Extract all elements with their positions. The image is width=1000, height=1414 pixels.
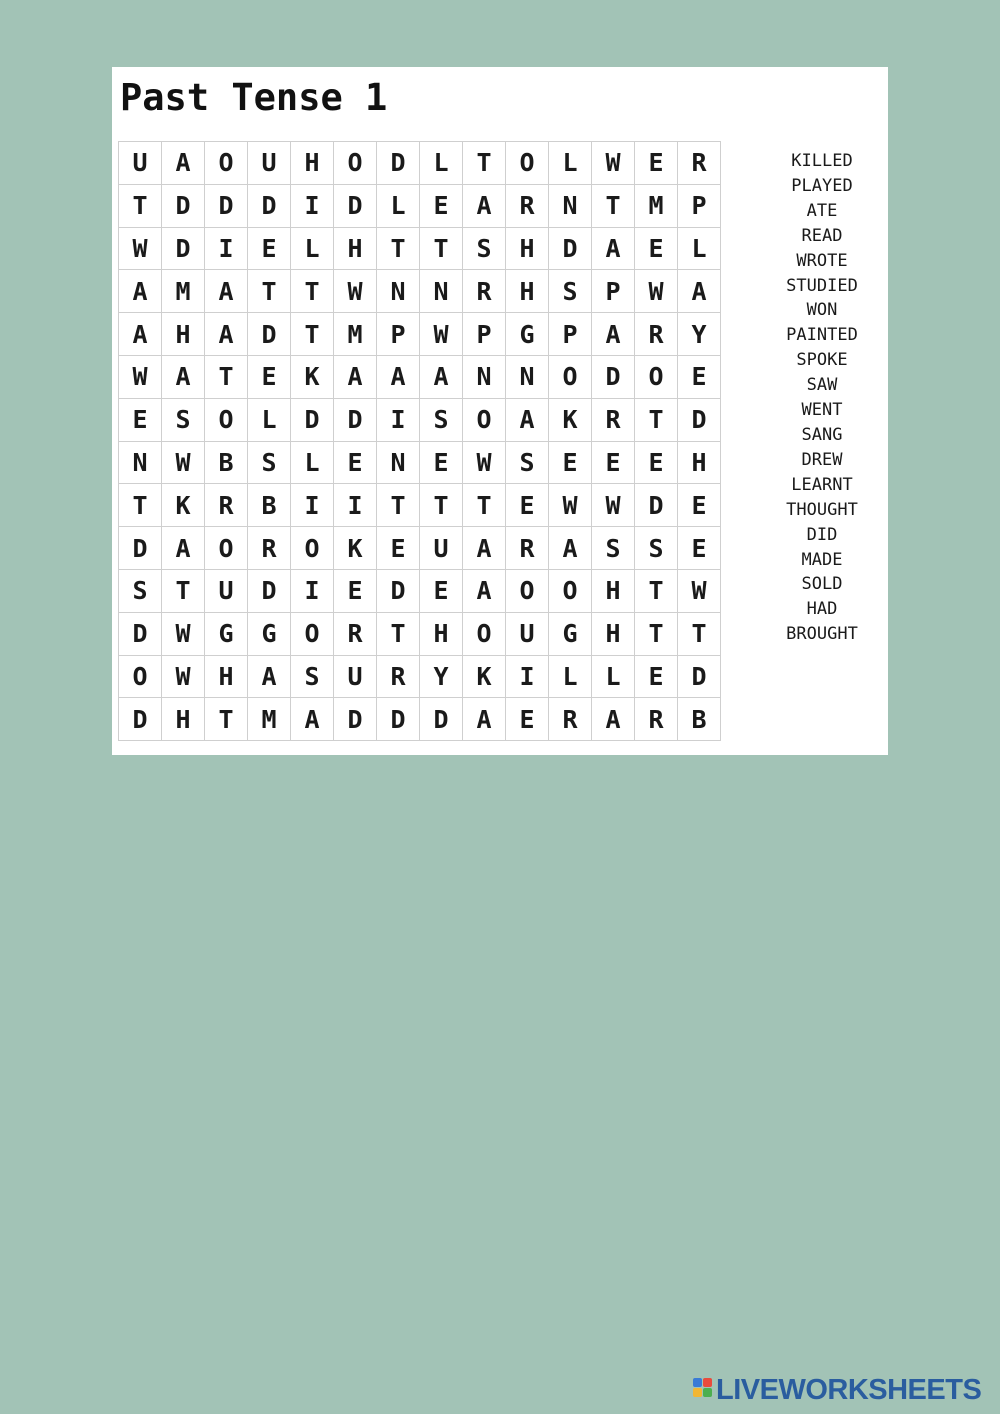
grid-cell[interactable]: E [506,484,549,527]
grid-cell[interactable]: E [377,527,420,570]
grid-cell[interactable]: D [377,570,420,613]
grid-cell[interactable]: G [205,613,248,656]
grid-cell[interactable]: A [291,698,334,741]
grid-cell[interactable]: O [506,142,549,185]
grid-cell[interactable]: O [549,356,592,399]
grid-cell[interactable]: S [291,656,334,699]
grid-cell[interactable]: T [420,484,463,527]
brand-name: LIVEWORKSHEETS [716,1373,982,1406]
grid-cell[interactable]: A [463,698,506,741]
grid-cell[interactable]: O [291,527,334,570]
word-list-item: PLAYED [791,175,853,196]
grid-cell[interactable]: H [420,613,463,656]
grid-cell[interactable]: M [162,270,205,313]
grid-cell[interactable]: A [248,656,291,699]
grid-cell[interactable]: U [420,527,463,570]
grid-cell[interactable]: T [205,356,248,399]
grid-cell[interactable]: W [119,356,162,399]
grid-cell[interactable]: A [377,356,420,399]
grid-cell[interactable]: T [205,698,248,741]
grid-cell[interactable]: S [463,228,506,271]
grid-cell[interactable]: S [420,399,463,442]
grid-cell[interactable]: P [549,313,592,356]
grid-cell[interactable]: H [506,228,549,271]
grid-cell[interactable]: E [678,356,721,399]
word-list [762,149,882,647]
grid-cell[interactable]: K [549,399,592,442]
grid-cell[interactable]: A [205,313,248,356]
word-list-item: WROTE [796,250,848,271]
grid-cell[interactable]: T [291,270,334,313]
grid-cell[interactable]: D [119,613,162,656]
grid-cell[interactable]: L [377,185,420,228]
grid-cell[interactable]: W [334,270,377,313]
grid-cell[interactable]: S [506,442,549,485]
grid-cell[interactable]: N [549,185,592,228]
grid-cell[interactable]: I [205,228,248,271]
grid-cell[interactable]: W [549,484,592,527]
grid-cell[interactable]: N [420,270,463,313]
grid-cell[interactable]: O [463,613,506,656]
grid-cell[interactable]: K [291,356,334,399]
grid-cell[interactable]: H [162,698,205,741]
grid-cell[interactable]: N [463,356,506,399]
word-list-item: BROUGHT [786,624,858,645]
grid-cell[interactable]: D [291,399,334,442]
grid-cell[interactable]: D [377,698,420,741]
grid-cell[interactable]: W [635,270,678,313]
grid-cell[interactable]: H [678,442,721,485]
grid-cell[interactable]: T [635,399,678,442]
grid-cell[interactable]: B [205,442,248,485]
word-list-item: LEARNT [791,474,853,495]
grid-cell[interactable]: W [162,442,205,485]
grid-cell[interactable]: D [549,228,592,271]
grid-cell[interactable]: T [377,228,420,271]
grid-cell[interactable]: H [162,313,205,356]
grid-cell[interactable]: R [592,399,635,442]
grid-cell[interactable]: O [635,356,678,399]
grid-cell[interactable]: E [635,656,678,699]
word-list-item: ATE [806,200,838,221]
grid-cell[interactable]: D [678,399,721,442]
grid-cell[interactable]: D [377,142,420,185]
grid-cell[interactable]: U [334,656,377,699]
grid-cell[interactable]: E [248,356,291,399]
grid-cell[interactable]: A [334,356,377,399]
grid-cell[interactable]: I [291,484,334,527]
grid-cell[interactable]: L [678,228,721,271]
grid-cell[interactable]: T [420,228,463,271]
grid-cell[interactable]: L [248,399,291,442]
grid-cell[interactable]: R [205,484,248,527]
grid-cell[interactable]: W [420,313,463,356]
word-list-item: SPOKE [796,350,848,371]
grid-cell[interactable]: E [678,484,721,527]
grid-cell[interactable]: D [162,228,205,271]
grid-cell[interactable]: D [205,185,248,228]
word-search-grid [118,141,721,741]
grid-cell[interactable]: W [119,228,162,271]
grid-cell[interactable]: H [592,570,635,613]
grid-cell[interactable]: T [377,484,420,527]
grid-cell[interactable]: E [635,228,678,271]
grid-cell[interactable]: M [248,698,291,741]
grid-cell[interactable]: A [506,399,549,442]
grid-cell[interactable]: L [291,228,334,271]
grid-cell[interactable]: K [334,527,377,570]
grid-cell[interactable]: D [334,399,377,442]
grid-cell[interactable]: R [506,527,549,570]
grid-cell[interactable]: D [592,356,635,399]
grid-cell[interactable]: S [119,570,162,613]
grid-cell[interactable]: D [119,527,162,570]
word-list-item: WON [806,300,838,321]
grid-cell[interactable]: I [291,570,334,613]
grid-cell[interactable]: R [549,698,592,741]
grid-cell[interactable]: W [678,570,721,613]
grid-cell[interactable]: N [119,442,162,485]
grid-cell[interactable]: H [592,613,635,656]
grid-cell[interactable]: A [549,527,592,570]
grid-cell[interactable]: D [635,484,678,527]
grid-cell[interactable]: D [334,185,377,228]
grid-cell[interactable]: S [248,442,291,485]
grid-cell[interactable]: R [635,698,678,741]
grid-cell[interactable]: T [635,570,678,613]
grid-cell[interactable]: O [506,570,549,613]
grid-cell[interactable]: P [678,185,721,228]
grid-cell[interactable]: O [205,142,248,185]
grid-cell[interactable]: O [205,527,248,570]
word-list-item: DREW [801,449,843,470]
grid-cell[interactable]: W [463,442,506,485]
grid-cell[interactable]: D [248,313,291,356]
grid-cell[interactable]: P [377,313,420,356]
grid-cell[interactable]: B [678,698,721,741]
word-list-item: DID [806,524,838,545]
grid-cell[interactable]: I [377,399,420,442]
grid-cell[interactable]: E [678,527,721,570]
grid-cell[interactable]: W [592,142,635,185]
grid-cell[interactable]: T [119,185,162,228]
grid-cell[interactable]: Y [420,656,463,699]
grid-cell[interactable]: E [248,228,291,271]
grid-cell[interactable]: N [506,356,549,399]
grid-cell[interactable]: M [334,313,377,356]
grid-cell[interactable]: E [635,142,678,185]
grid-cell[interactable]: U [248,142,291,185]
grid-cell[interactable]: H [334,228,377,271]
grid-cell[interactable]: E [635,442,678,485]
grid-cell[interactable]: A [205,270,248,313]
grid-cell[interactable]: A [119,313,162,356]
grid-cell[interactable]: E [334,442,377,485]
grid-cell[interactable]: O [463,399,506,442]
grid-cell[interactable]: S [635,527,678,570]
grid-cell[interactable]: B [248,484,291,527]
grid-cell[interactable]: R [463,270,506,313]
grid-cell[interactable]: D [420,698,463,741]
grid-cell[interactable]: T [119,484,162,527]
grid-cell[interactable]: R [678,142,721,185]
grid-cell[interactable]: A [162,527,205,570]
word-list-item: SAW [806,375,838,396]
grid-cell[interactable]: T [377,613,420,656]
word-list-item: HAD [806,599,838,620]
grid-cell[interactable]: D [678,656,721,699]
grid-cell[interactable]: R [334,613,377,656]
grid-cell[interactable]: T [463,484,506,527]
grid-cell[interactable]: R [506,185,549,228]
grid-cell[interactable]: D [119,698,162,741]
grid-cell[interactable]: Y [678,313,721,356]
grid-cell[interactable]: I [506,656,549,699]
word-list-item: MADE [801,549,843,570]
grid-cell[interactable]: A [678,270,721,313]
grid-cell[interactable]: A [463,570,506,613]
grid-cell[interactable]: A [463,527,506,570]
grid-cell[interactable]: G [549,613,592,656]
grid-cell[interactable]: K [162,484,205,527]
grid-cell[interactable]: E [334,570,377,613]
grid-cell[interactable]: A [592,228,635,271]
grid-cell[interactable]: A [592,698,635,741]
grid-cell[interactable]: O [291,613,334,656]
grid-cell[interactable]: N [377,270,420,313]
brand-logo[interactable] [692,1373,981,1407]
grid-cell[interactable]: U [205,570,248,613]
grid-cell[interactable]: K [463,656,506,699]
grid-cell[interactable]: E [592,442,635,485]
grid-cell[interactable]: T [248,270,291,313]
grid-cell[interactable]: E [549,442,592,485]
word-list-item: THOUGHT [786,499,858,520]
grid-cell[interactable]: T [291,313,334,356]
grid-cell[interactable]: R [635,313,678,356]
page-title: Past Tense 1 [120,76,388,119]
grid-cell[interactable]: N [377,442,420,485]
grid-cell[interactable]: W [162,613,205,656]
grid-cell[interactable]: A [592,313,635,356]
grid-cell[interactable]: G [506,313,549,356]
word-list-item: STUDIED [786,275,858,296]
grid-cell[interactable]: E [506,698,549,741]
grid-cell[interactable]: U [119,142,162,185]
word-list-item: READ [801,225,843,246]
grid-cell[interactable]: W [592,484,635,527]
worksheet [112,67,888,755]
grid-cell[interactable]: G [248,613,291,656]
grid-cell[interactable]: A [162,356,205,399]
grid-cell[interactable]: L [549,142,592,185]
grid-cell[interactable]: O [205,399,248,442]
grid-cell[interactable]: E [420,570,463,613]
grid-cell[interactable]: A [420,356,463,399]
grid-cell[interactable]: S [549,270,592,313]
grid-cell[interactable]: D [334,698,377,741]
grid-cell[interactable]: I [291,185,334,228]
grid-cell[interactable]: T [592,185,635,228]
grid-cell[interactable]: L [291,442,334,485]
liveworksheets-logo-icon [692,1376,714,1404]
grid-cell[interactable]: H [291,142,334,185]
grid-cell[interactable]: W [162,656,205,699]
grid-cell[interactable]: T [678,613,721,656]
word-list-item: SANG [801,424,843,445]
grid-cell[interactable]: R [248,527,291,570]
grid-cell[interactable]: R [377,656,420,699]
grid-cell[interactable]: D [248,570,291,613]
grid-cell[interactable]: A [463,185,506,228]
grid-cell[interactable]: D [162,185,205,228]
grid-cell[interactable]: A [162,142,205,185]
word-list-item: SOLD [801,574,843,595]
grid-cell[interactable]: O [119,656,162,699]
grid-cell[interactable]: I [334,484,377,527]
grid-cell[interactable]: M [635,185,678,228]
grid-cell[interactable]: P [592,270,635,313]
word-list-item: PAINTED [786,325,858,346]
grid-cell[interactable]: H [506,270,549,313]
grid-cell[interactable]: T [463,142,506,185]
grid-cell[interactable]: H [205,656,248,699]
word-list-item: KILLED [791,151,853,171]
grid-cell[interactable]: T [635,613,678,656]
grid-cell[interactable]: T [162,570,205,613]
grid-cell[interactable]: D [248,185,291,228]
grid-cell[interactable]: L [420,142,463,185]
grid-cell[interactable]: L [592,656,635,699]
grid-cell[interactable]: O [334,142,377,185]
grid-cell[interactable]: O [549,570,592,613]
grid-cell[interactable]: E [119,399,162,442]
grid-cell[interactable]: L [549,656,592,699]
word-list-item: WENT [801,400,843,421]
grid-cell[interactable]: E [420,442,463,485]
grid-cell[interactable]: S [162,399,205,442]
grid-cell[interactable]: A [119,270,162,313]
grid-cell[interactable]: E [420,185,463,228]
grid-cell[interactable]: U [506,613,549,656]
grid-cell[interactable]: S [592,527,635,570]
grid-cell[interactable]: P [463,313,506,356]
